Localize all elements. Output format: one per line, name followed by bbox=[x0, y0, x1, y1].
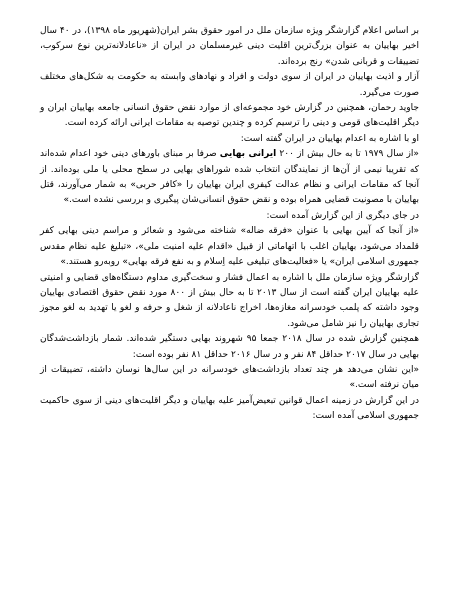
document-page bbox=[40, 24, 419, 425]
paragraph-text: گزارشگر ویژه سازمان ملل با اشاره به اعمال فشار و سخت‌گیری مداوم دستگاه‌های قضایی و امنیتی علیه بهاییان ایران گفته است از سال ۲۰۱۳ تا به حال بیش از ۸۰۰ مورد نقض حقوق اقتصادی بهاییان وجود داشته که پلمب خودسرانه مغازه‌ها، اخراج ناعادلانه از شغل و حرفه و لغو یا تهدید به لغو مجوز تجاری بهاییان را نیز شامل می‌شود. bbox=[40, 272, 419, 329]
paragraph-text: در این گزارش در زمینه اعمال قوانین تبعیض‌آمیز علیه بهاییان و دیگر اقلیت‌های دینی از سوی حاکمیت جمهوری اسلامی آمده است: bbox=[40, 395, 419, 422]
paragraph-text: آزار و اذیت بهاییان در ایران از سوی دولت و افراد و نهادهای وابسته به حکومت به شکل‌های مختلف صورت می‌گیرد. bbox=[40, 72, 419, 98]
paragraph-text: بر اساس اعلام گزارشگر ویژه سازمان ملل در امور حقوق بشر ایران(شهریور ماه ۱۳۹۸)، در ۴۰ سال اخیر بهاییان به عنوان بزرگ‌ترین اقلیت دینی غیرمسلمان در ایران از «ناعادلانه‌ترین نوع سرکوب، تضییقات و قربانی شدن» رنج برده‌اند. bbox=[40, 26, 419, 67]
paragraph-text: «از آنجا که آیین بهایی با عنوان «فرقه ضاله» شناخته می‌شود و شعائر و مراسم دینی بهایی کفر قلمداد می‌شود، بهاییان اغلب با اتهاماتی از قبیل «اقدام علیه امنیت ملی»، «تبلیغ علیه نظام مقدس جمهوری اسلامی ایران» یا «فعالیت‌های تبلیغی علیه ‌ا‌ِسلام و به نفع فرقه بهایی» روبه‌رو هستند.» bbox=[40, 226, 419, 268]
paragraph bbox=[40, 224, 419, 270]
paragraph bbox=[40, 70, 419, 101]
paragraph bbox=[40, 394, 419, 425]
paragraph bbox=[40, 147, 419, 209]
paragraph bbox=[40, 271, 419, 333]
paragraph bbox=[40, 132, 419, 147]
bold-text: ایرانی بهایی bbox=[219, 149, 277, 160]
paragraph-text: صرفا بر مبنای باورهای دینی خود اعدام شده‌اند که تقریبا نیمی از آن‌ها از نمایندگان انتخاب شده شوراهای بهایی در سطح محلی یا ملی بوده‌اند. از آنجا که مقامات ایرانی و نظام عدالت کیفری ایران بهاییان را «کافر حربی» به شمار می‌آورند، قتل بهاییان با مصونیت قضایی همراه بوده و نقض حقوق انسانی‌شان پیگیری و بررسی نشده است.» bbox=[40, 149, 419, 206]
paragraph-text: «این نشان می‌دهد هر چند تعداد بازداشت‌های خودسرانه در این سال‌ها نوسان داشته، تضییقات از میان نرفته است.» bbox=[40, 364, 419, 391]
paragraph-text: او با اشاره به اعدام بهاییان در ایران گفته است: bbox=[240, 133, 419, 144]
paragraph bbox=[40, 101, 419, 132]
paragraph-text: در جای دیگری از این گزارش آمده است: bbox=[266, 210, 419, 221]
paragraph bbox=[40, 24, 419, 70]
paragraph bbox=[40, 332, 419, 363]
paragraph-text: «از سال ۱۹۷۹ تا به حال بیش از ۲۰۰ bbox=[276, 149, 419, 160]
paragraph bbox=[40, 209, 419, 224]
paragraph bbox=[40, 363, 419, 394]
paragraph-text: جاوید رحمان، همچنین در گزارش خود مجموعه‌ای از موارد نقض حقوق انسانی جامعه بهاییان ایران و دیگر اقلیت‌های قومی و دینی را ترسیم کرده و چندین توصیه به مقامات ایرانی ارائه کرده است. bbox=[40, 103, 419, 129]
paragraph-text: همچنین گزارش شده در سال ۲۰۱۸ جمعا ۹۵ شهروند بهایی دستگیر شده‌اند. شمار بازداشت‌شدگان بهایی در سال ۲۰۱۷ حداقل ۸۴ نفر و در سال ۲۰۱۶ حداقل ۸۱ نفر بوده است: bbox=[40, 334, 419, 360]
